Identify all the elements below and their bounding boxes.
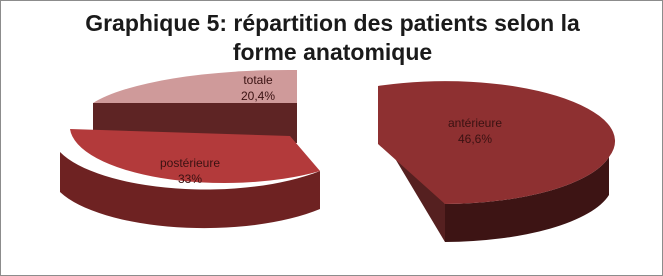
slice-label-posterieure: postérieure [159,156,221,170]
slice-value-posterieure: 33% [177,172,203,186]
chart-title-line-2: forme anatomique [232,39,433,65]
slice-label-anterieure: antérieure [447,116,503,130]
chart-title-line-1: Graphique 5: répartition des patients selon la [85,10,580,36]
pie-slice-anterieure [378,81,615,242]
slice-value-totale: 20,4% [240,89,276,103]
slice-label-totale: totale [243,73,273,87]
pie-slice-posterieure [60,129,320,228]
slice-value-anterieure: 46,6% [457,132,493,146]
